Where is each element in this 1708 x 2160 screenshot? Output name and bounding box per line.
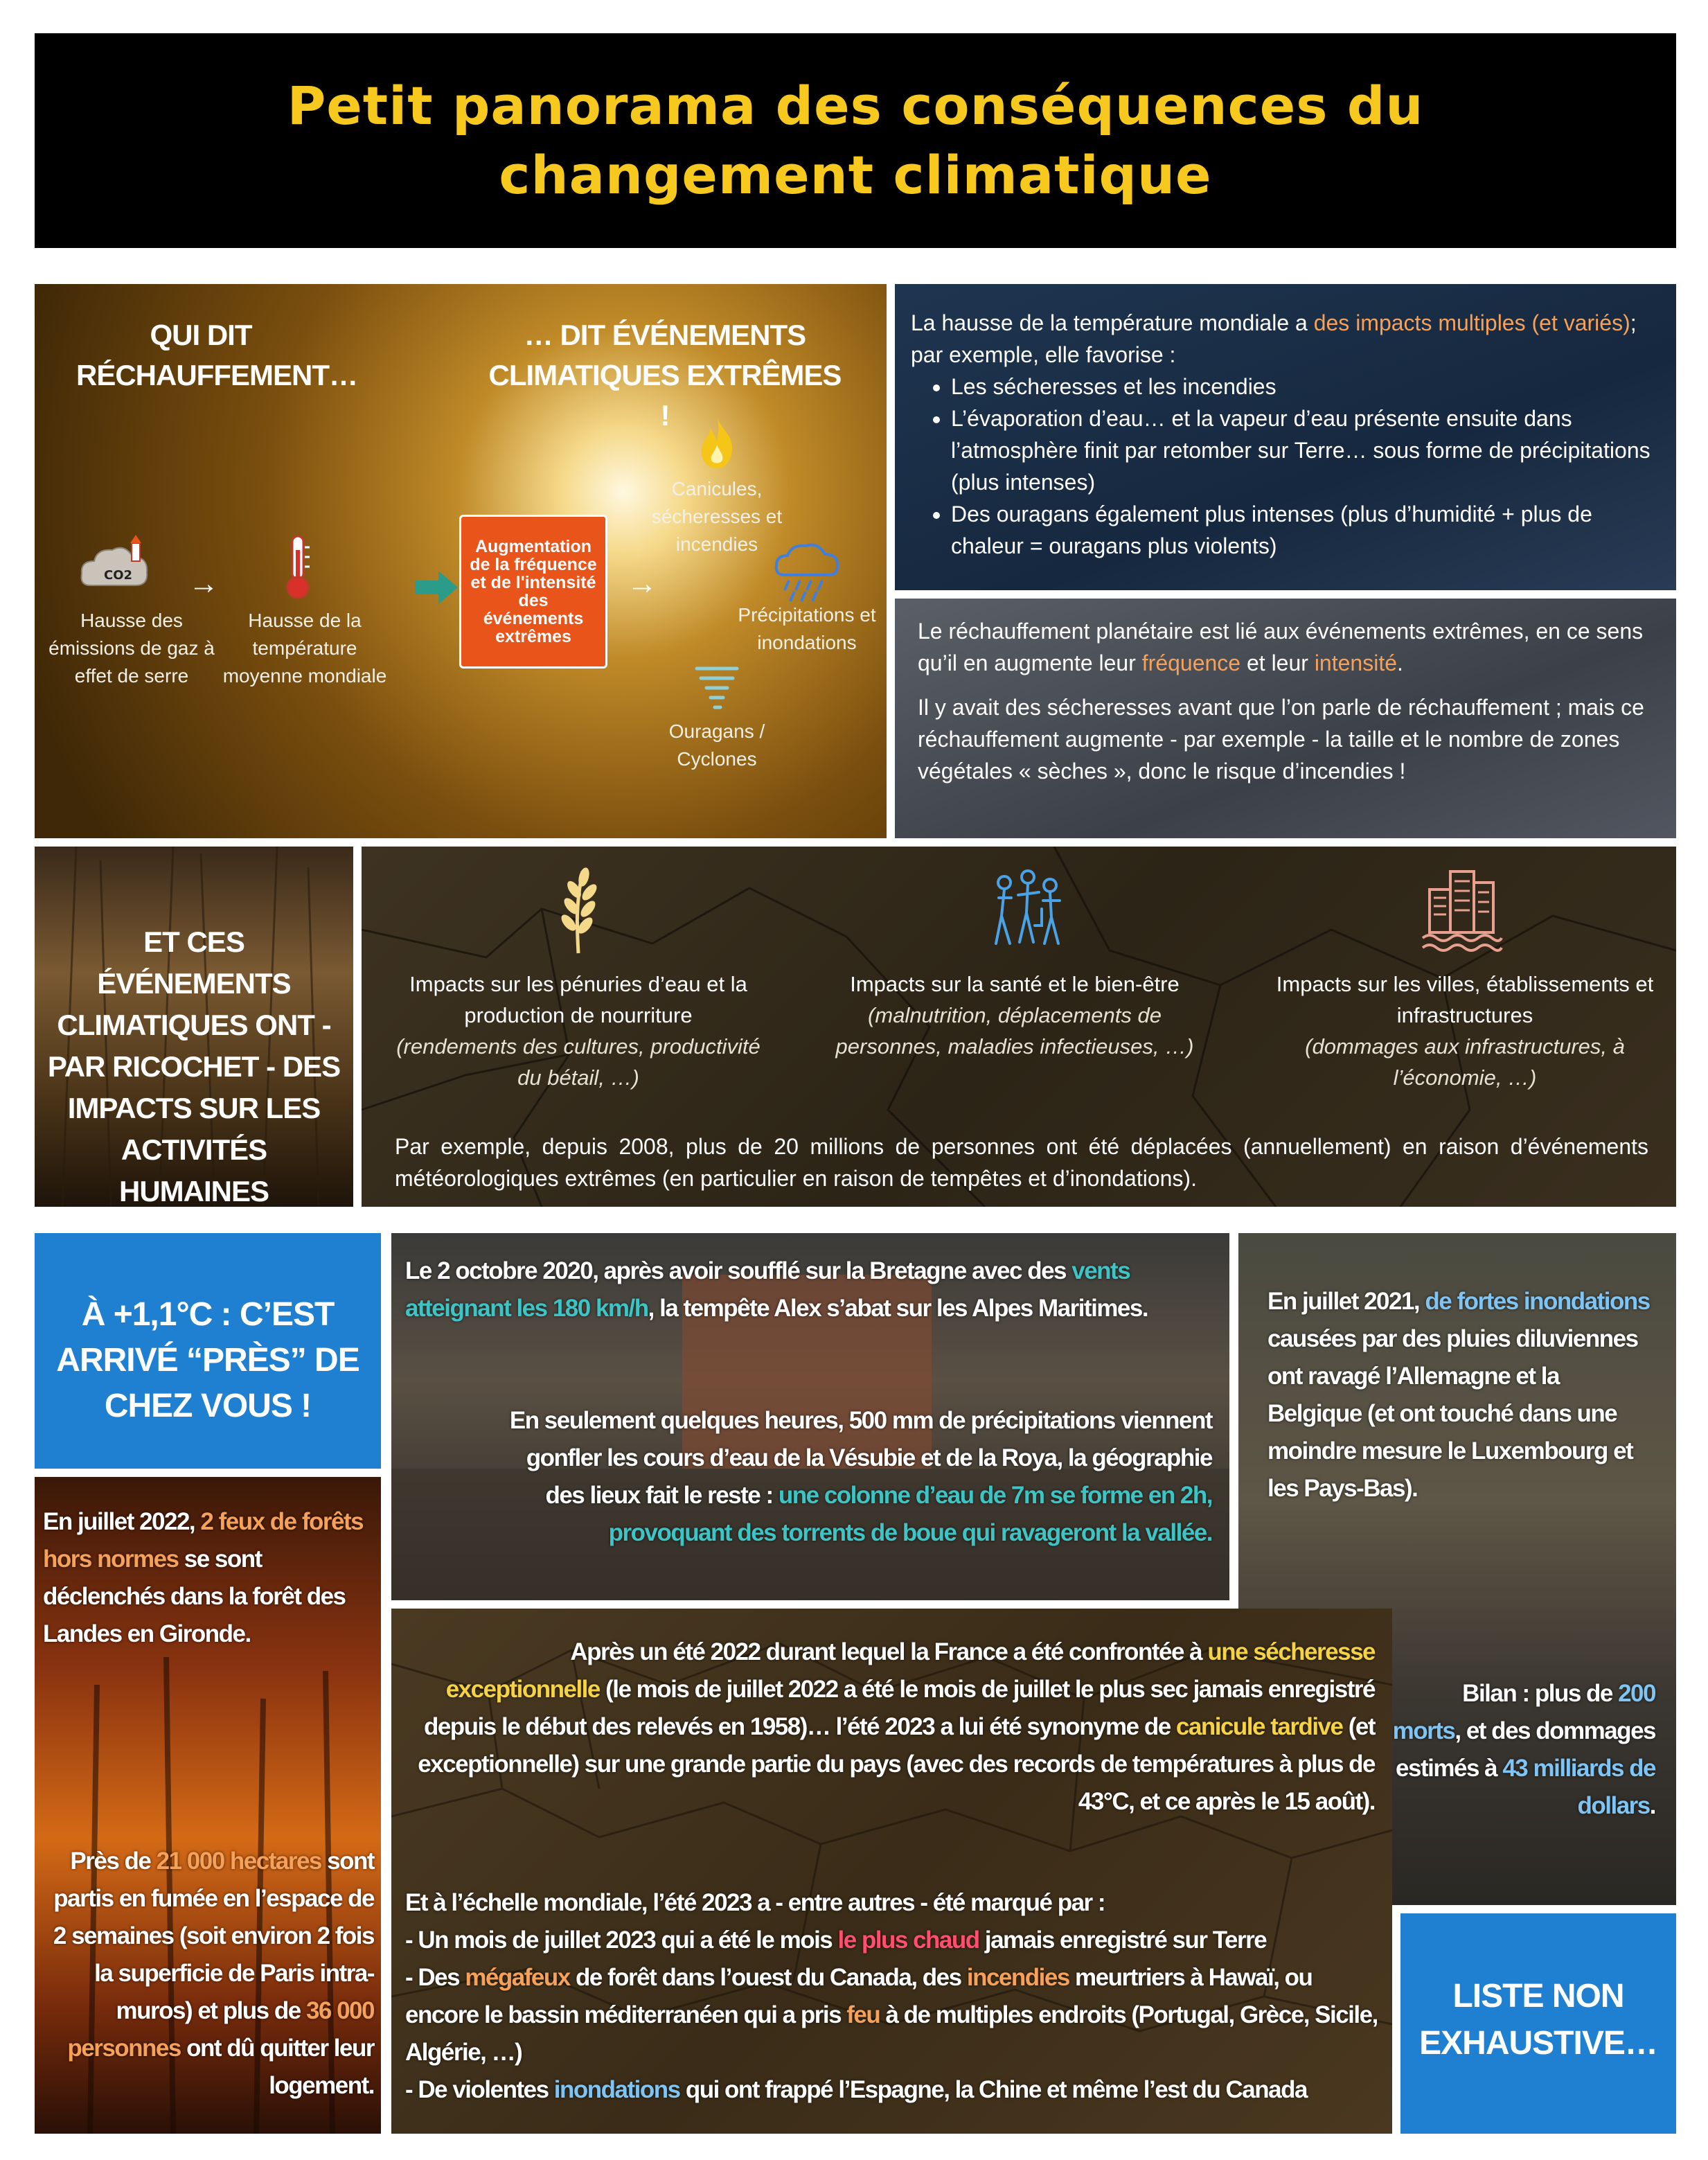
human-impacts-heading: ET CES ÉVÉNEMENTS CLIMATIQUES ONT - PAR RICOCHET - DES IMPACTS SUR LES ACTIVITÉS HUMAINES xyxy=(47,926,341,1207)
highlight: une colonne d’eau de 7m se forme en 2h, provoquant des torrents de boue qui ravageront la vallée. xyxy=(608,1482,1212,1546)
drought-france: Après un été 2022 durant lequel la France a été confrontée à une sécheresse exceptionnelle (le mois de juillet 2022 a été le mois de juillet le plus sec jamais enregistré depuis le début des relevés en 1958)… l’été 2023 a lui été synonyme de canicule tardive (et exceptionnelle) sur une grande partie du pays (avec des records de températures à plus de 43°C, et ce après le 15 août). xyxy=(418,1638,1375,1815)
highlight: 200 morts xyxy=(1392,1680,1655,1744)
title-bar xyxy=(35,33,1676,248)
fire-toll: Près de 21 000 hectares sont partis en fumée en l’espace de 2 semaines (soit environ 2 fois la superficie de Paris intra-muros) et plus de 36 000 personnes ont dû quitter leur logement. xyxy=(53,1848,374,2099)
highlight: 21 000 hectares xyxy=(156,1848,321,1875)
precipitation-label: Précipitations et inondations xyxy=(738,604,876,653)
summer-2023-world xyxy=(405,1884,1385,2109)
impacts-summary-text xyxy=(911,307,1666,562)
highlight: incendies xyxy=(966,1964,1069,1991)
storm-story: Le 2 octobre 2020, après avoir soufflé sur la Bretagne avec des vents atteignant les 180 km/h, la tempête Alex s’abat sur les Alpes Maritimes. xyxy=(405,1257,1148,1322)
cloud-co2-icon xyxy=(76,533,152,596)
highlight: une sécheresse exceptionnelle xyxy=(445,1638,1375,1703)
impact-title: Impacts sur les villes, établissements et infrastructures xyxy=(1276,972,1654,1027)
co2-text: CO2 xyxy=(104,568,133,583)
highlight: de fortes inondations xyxy=(1425,1288,1650,1315)
page-title: Petit panorama des conséquences du changement climatique xyxy=(287,75,1424,206)
highlight: mégafeux xyxy=(465,1964,570,1991)
paragraph: Il y avait des sécheresses avant que l’on parle de réchauffement ; mais ce réchauffement augmente - par exemple - la taille et le nombre de zones végétales « sèches », donc le risque d’incendies ! xyxy=(918,695,1644,784)
highlight: 36 000 personnes xyxy=(67,1997,374,2062)
summer-2023-intro: Et à l’échelle mondiale, l’été 2023 a - entre autres - été marqué par : xyxy=(405,1889,1105,1916)
flow-arrow: → xyxy=(627,567,657,601)
frequency-explanation-text xyxy=(918,615,1662,799)
highlight: 43 milliards de dollars xyxy=(1502,1755,1655,1819)
flame-icon xyxy=(696,414,738,470)
near-you-heading: À +1,1°C : C’EST ARRIVÉ “PRÈS” DE CHEZ VOUS ! xyxy=(56,1296,359,1424)
highlight: canicule tardive xyxy=(1175,1713,1343,1740)
impact-food xyxy=(388,968,769,1093)
impacts-intro: La hausse de la température mondiale a des impacts multiples (et variés); par exemple, elle favorise : xyxy=(911,310,1637,367)
highlight: le plus chaud xyxy=(837,1927,979,1954)
temperature-label: Hausse de la température moyenne mondiale xyxy=(222,610,387,687)
list-item: • Des ouragans également plus intenses (plus d’humidité + plus de chaleur = ouragans plus violents) xyxy=(951,498,1666,562)
highlight: feu xyxy=(846,2001,880,2028)
highlight: 2 feux de forêts hors normes xyxy=(43,1508,364,1573)
displacement-example: Par exemple, depuis 2008, plus de 20 millions de personnes ont été déplacées (annuellement) en raison d’événements météorologiques extrêmes (en particulier en raison de tempêtes et d’inondations). xyxy=(395,1134,1648,1191)
list-item: - Un mois de juillet 2023 qui a été le mois le plus chaud jamais enregistré sur Terre xyxy=(405,1927,1267,1954)
people-icon xyxy=(984,867,1067,950)
flood-toll: Bilan : plus de 200 morts, et des dommages estimés à 43 milliards de dollars. xyxy=(1392,1680,1655,1819)
list-item: - De violentes inondations qui ont frappé l’Espagne, la Chine et même l’est du Canada xyxy=(405,2076,1307,2103)
impact-detail: (dommages aux infrastructures, à l’économie, …) xyxy=(1305,1034,1625,1090)
tornado-icon xyxy=(693,662,741,717)
ghg-label: Hausse des émissions de gaz à effet de serre xyxy=(48,610,215,687)
list-item: • Les sécheresses et les incendies xyxy=(951,371,1666,402)
highlight: intensité xyxy=(1314,650,1397,675)
impact-detail: (malnutrition, déplacements de personnes, maladies infectieuses, …) xyxy=(835,1003,1194,1059)
flooded-building-icon xyxy=(1420,866,1503,956)
non-exhaustive-heading: LISTE NON EXHAUSTIVE… xyxy=(1419,1978,1657,2062)
impacts-highlight: des impacts multiples (et variés) xyxy=(1313,310,1630,335)
impact-detail: (rendements des cultures, productivité du bétail, …) xyxy=(396,1034,760,1090)
impact-health xyxy=(817,968,1212,1062)
extreme-events-heading: … DIT ÉVÉNEMENTS CLIMATIQUES EXTRÊMES ! xyxy=(488,319,842,432)
wheat-icon xyxy=(544,865,613,955)
frequency-intensity-box: Augmentation de la fréquence et de l'intensité des événements extrêmes xyxy=(459,515,607,669)
impact-title: Impacts sur la santé et le bien-être xyxy=(850,972,1180,996)
paragraph: Le réchauffement planétaire est lié aux événements extrêmes, en ce sens qu’il en augmente leur fréquence et leur intensité. xyxy=(918,619,1644,675)
flow-arrow: → xyxy=(188,567,219,601)
big-arrow-icon xyxy=(413,568,459,607)
highlight: inondations xyxy=(553,2076,680,2103)
highlight: fréquence xyxy=(1141,650,1241,675)
storm-toll: En seulement quelques heures, 500 mm de précipitations viennent gonfler les cours d’eau de la Vésubie et de la Roya, la géographie des lieux fait le reste : une colonne d’eau de 7m se forme en 2h, provoquant des torrents de boue qui ravageront la vallée. xyxy=(509,1407,1212,1546)
highlight: vents atteignant les 180 km/h xyxy=(405,1257,1130,1322)
thermometer-icon xyxy=(281,533,315,603)
warming-heading: QUI DIT RÉCHAUFFEMENT… xyxy=(76,319,357,391)
list-item: - Des mégafeux de forêt dans l’ouest du Canada, des incendies meurtriers à Hawaï, ou encore le bassin méditerranéen qui a pris feu à de multiples endroits (Portugal, Grèce, Sicile, Algérie, …) xyxy=(405,1964,1378,2066)
list-item: • L’évaporation d’eau… et la vapeur d’eau présente ensuite dans l’atmosphère finit par retomber sur Terre… sous forme de précipitations (plus intenses) xyxy=(951,402,1666,498)
fire-story: En juillet 2022, 2 feux de forêts hors normes se sont déclenchés dans la forêt des Landes en Gironde. xyxy=(43,1508,364,1647)
impacts-list xyxy=(911,371,1666,562)
impact-cities xyxy=(1267,968,1662,1093)
flood-story: En juillet 2021, de fortes inondations causées par des pluies diluviennes ont ravagé l’Allemagne et la Belgique (et ont touché dans une moindre mesure le Luxembourg et les Pays-Bas). xyxy=(1267,1288,1650,1502)
rain-cloud-icon xyxy=(772,540,842,603)
impact-title: Impacts sur les pénuries d’eau et la production de nourriture xyxy=(409,972,747,1027)
hurricane-label: Ouragans / Cyclones xyxy=(668,720,765,770)
heatwave-label: Canicules, sécheresses et incendies xyxy=(651,478,783,555)
